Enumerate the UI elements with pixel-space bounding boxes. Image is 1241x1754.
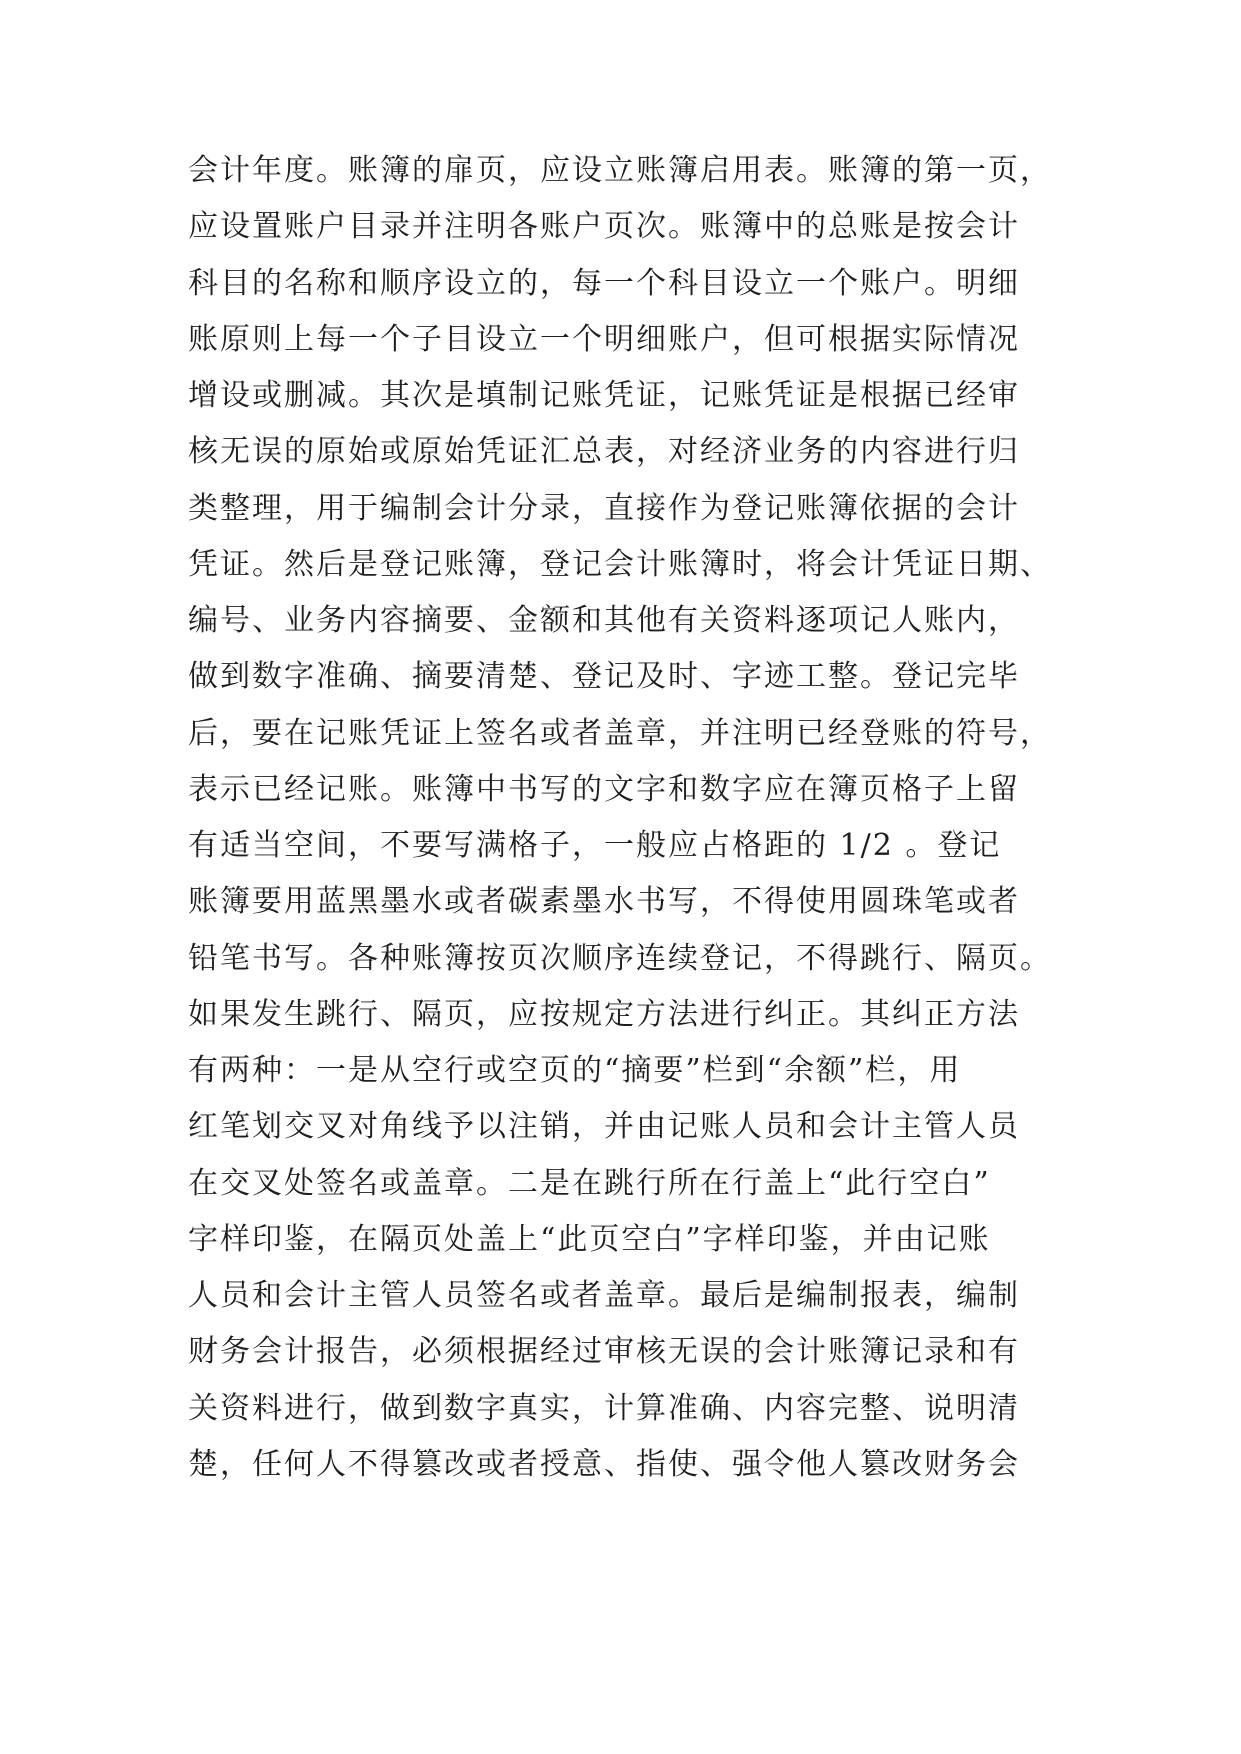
text-line: 科目的名称和顺序设立的，每一个科目设立一个账户。明细 [188,265,1020,301]
text-line: 有适当空间，不要写满格子，一般应占格距的 1/2 。登记 [188,828,1002,863]
text-line: 后，要在记账凭证上签名或者盖章，并注明已经登账的符号， [188,715,1052,751]
text-line: 应设置账户目录并注明各账户页次。账簿中的总账是按会计 [188,209,1020,245]
text-line: 账原则上每一个子目设立一个明细账户，但可根据实际情况 [188,321,1020,357]
text-line: 编号、业务内容摘要、金额和其他有关资料逐项记人账内， [188,603,1020,638]
text-line: 铅笔书写。各种账簿按页次顺序连续登记，不得跳行、隔页。 [188,940,1052,976]
text-line: 红笔划交叉对角线予以注销，并由记账人员和会计主管人员 [188,1109,1020,1145]
text-line: 如果发生跳行、隔页，应按规定方法进行纠正。其纠正方法 [188,996,1020,1032]
text-line: 做到数字准确、摘要清楚、登记及时、字迹工整。登记完毕 [188,659,1020,695]
text-line: 在交叉处签名或盖章。二是在跳行所在行盖上“此行空白” [188,1165,991,1201]
text-line: 类整理，用于编制会计分录，直接作为登记账簿依据的会计 [188,490,1020,526]
text-line: 关资料进行，做到数字真实，计算准确、内容完整、说明清 [188,1390,1020,1426]
text-line: 会计年度。账簿的扉页，应设立账簿启用表。账簿的第一页， [188,153,1052,188]
text-line: 账簿要用蓝黑墨水或者碳素墨水书写，不得使用圆珠笔或者 [188,884,1020,920]
text-line: 字样印鉴，在隔页处盖上“此页空白”字样印鉴，并由记账 [188,1221,991,1257]
text-line: 增设或删减。其次是填制记账凭证，记账凭证是根据已经审 [188,378,1020,413]
text-line: 楚，任何人不得篡改或者授意、指使、强令他人篡改财务会 [188,1446,1020,1482]
text-line: 表示已经记账。账簿中书写的文字和数字应在簿页格子上留 [188,771,1020,807]
text-line: 有两种：一是从空行或空页的“摘要”栏到“余额”栏，用 [188,1053,962,1088]
body-text [188,143,1088,1493]
text-line: 凭证。然后是登记账簿，登记会计账簿时，将会计凭证日期、 [188,546,1052,582]
text-line: 财务会计报告，必须根据经过审核无误的会计账簿记录和有 [188,1334,1020,1370]
text-line: 核无误的原始或原始凭证汇总表，对经济业务的内容进行归 [188,434,1020,470]
text-line: 人员和会计主管人员签名或者盖章。最后是编制报表，编制 [188,1278,1020,1313]
